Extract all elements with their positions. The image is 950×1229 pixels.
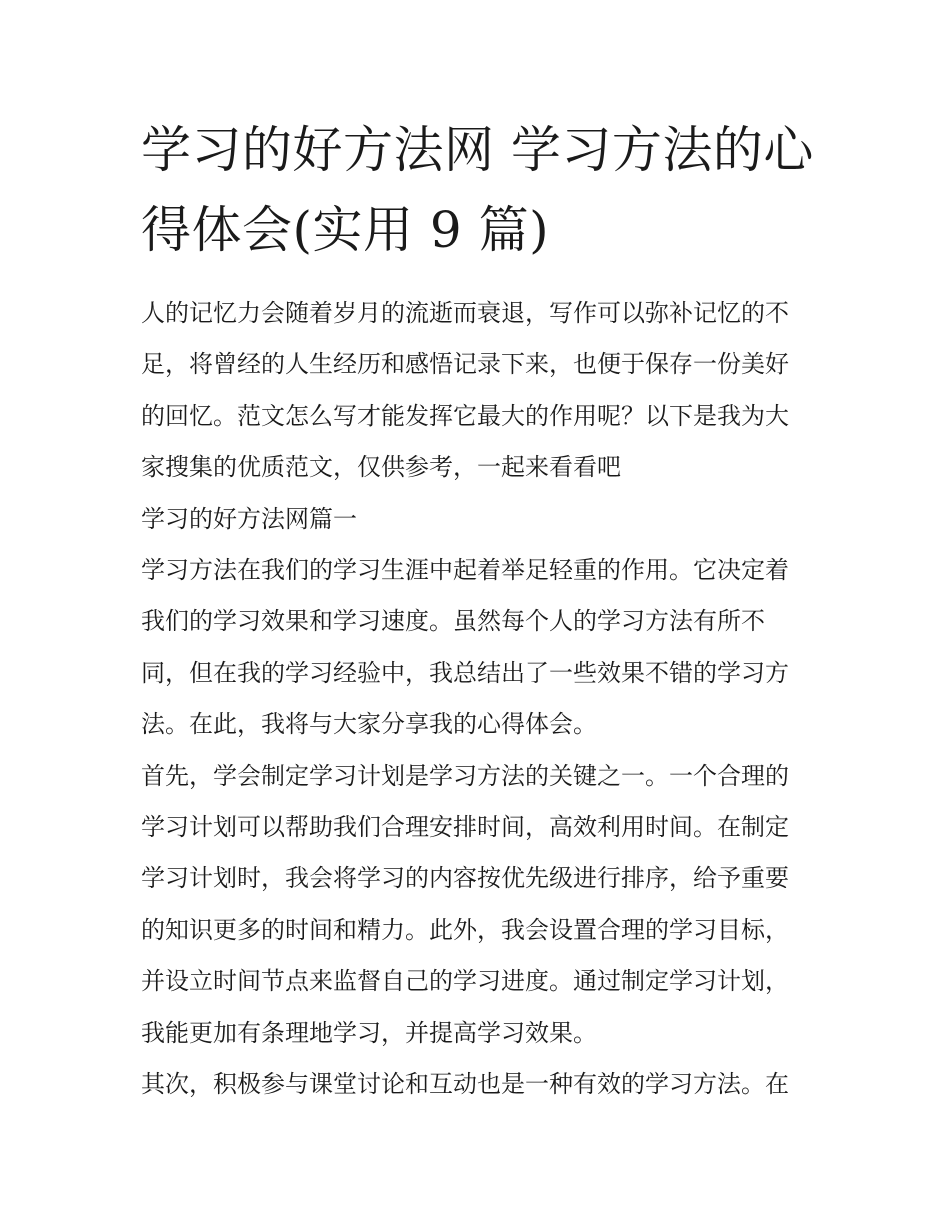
text-line: 学习方法在我们的学习生涯中起着举足轻重的作用。它决定着 <box>141 556 789 585</box>
text-line: 我们的学习效果和学习速度。虽然每个人的学习方法有所不 <box>141 607 765 636</box>
text-line: 的知识更多的时间和精力。此外，我会设置合理的学习目标， <box>141 915 789 944</box>
title-line: 学习的好方法网 学习方法的心 <box>141 121 814 179</box>
text-line: 同，但在我的学习经验中，我总结出了一些效果不错的学习方 <box>141 658 789 687</box>
text-line: 足，将曾经的人生经历和感悟记录下来，也便于保存一份美好 <box>141 350 789 379</box>
text-line: 学习计划时，我会将学习的内容按优先级进行排序，给予重要 <box>141 864 789 893</box>
text-line: 首先，学会制定学习计划是学习方法的关键之一。一个合理的 <box>141 761 789 790</box>
section-heading <box>141 494 813 545</box>
text-line: 的回忆。范文怎么写才能发挥它最大的作用呢？以下是我为大 <box>141 401 789 430</box>
text-line: 我能更加有条理地学习，并提高学习效果。 <box>141 1018 597 1047</box>
document-page <box>141 110 813 1111</box>
text-line: 法。在此，我将与大家分享我的心得体会。 <box>141 710 597 739</box>
document-title <box>141 110 813 270</box>
title-line: 得体会(实用 9 篇) <box>141 201 550 259</box>
document-body <box>141 288 813 1111</box>
body-paragraph <box>141 545 813 751</box>
body-paragraph <box>141 1059 813 1110</box>
intro-paragraph <box>141 288 813 494</box>
text-line: 并设立时间节点来监督自己的学习进度。通过制定学习计划， <box>141 967 789 996</box>
text-line: 学习计划可以帮助我们合理安排时间，高效利用时间。在制定 <box>141 813 789 842</box>
text-line: 其次，积极参与课堂讨论和互动也是一种有效的学习方法。在 <box>141 1070 789 1099</box>
text-line: 学习的好方法网篇一 <box>141 504 357 533</box>
text-line: 人的记忆力会随着岁月的流逝而衰退，写作可以弥补记忆的不 <box>141 299 789 327</box>
text-line: 家搜集的优质范文，仅供参考，一起来看看吧 <box>141 453 621 482</box>
body-paragraph <box>141 751 813 1059</box>
